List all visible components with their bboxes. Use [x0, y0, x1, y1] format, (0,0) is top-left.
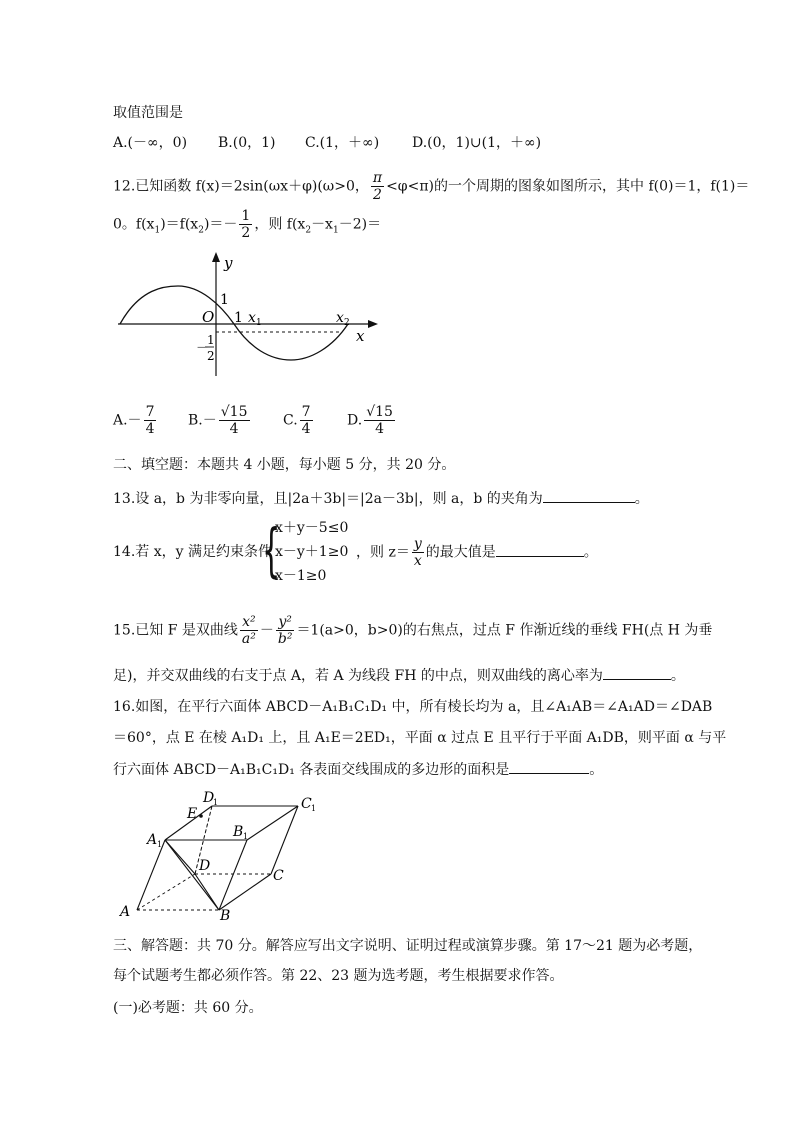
- phi-fraction: $\frac{\pi}{2}$: [372, 170, 383, 203]
- label-c: C: [273, 868, 284, 884]
- label-d1: D: [203, 790, 215, 806]
- q16-line1: 16.如图，在平行六面体 ABCD－A₁B₁C₁D₁ 中，所有棱长均为 a，且∠A₁AB＝∠A₁AD＝∠DAB: [113, 699, 713, 715]
- y-arrow-icon: [212, 252, 220, 262]
- half-fraction: $\frac{1}{2}$: [241, 208, 251, 241]
- origin-label: O: [202, 308, 215, 326]
- q12-option-d: D. $\frac{√15}{4}$: [347, 404, 393, 437]
- svg-text:1: 1: [213, 798, 219, 807]
- q14-post: ，则 z＝ $\frac{y}{x}$ 的最大值是 。: [356, 536, 598, 569]
- neg-num: 1: [207, 333, 215, 347]
- q13: 13.设 a，b 为非零向量，且|2a＋3b|＝|2a－3b|，则 a，b 的夹角为 。: [113, 488, 649, 509]
- x-label: x: [356, 327, 365, 345]
- section2-heading: 二、填空题：本题共 4 小题，每小题 5 分，共 20 分。: [113, 457, 456, 473]
- x-one-label: 1: [234, 310, 243, 326]
- label-e: E: [187, 806, 198, 822]
- q12-line2: 0。$f(x_1)=f(x_2)=-$ $\frac{1}{2}$ ，则 $f(x_2-x_1-2)=$: [113, 208, 382, 241]
- x-arrow-icon: [368, 320, 378, 328]
- q14-constraint-2: x－y＋1≥0: [275, 544, 349, 560]
- label-c1: C: [301, 796, 312, 812]
- svg-text:1: 1: [157, 840, 163, 849]
- label-b1: B: [233, 824, 244, 840]
- q11-tail: 取值范围是: [113, 105, 183, 121]
- label-d: D: [199, 858, 211, 874]
- label-a1: A: [147, 832, 158, 848]
- q16-line2: ＝60°，点 E 在棱 A₁D₁ 上，且 A₁E＝2ED₁，平面 α 过点 E 且平行于平面 A₁DB，则平面 α 与平: [113, 730, 727, 746]
- q14-pre: 14.若 x，y 满足约束条件: [113, 544, 272, 560]
- q13-answer-blank[interactable]: [543, 488, 635, 503]
- brace: {: [262, 516, 281, 584]
- q12-option-c: C. $\frac{7}{4}$: [283, 404, 311, 437]
- q12-line1: 12.已知函数 f(x)＝2sin(ωx＋φ)(ω>0， $\frac{\pi}{2}$ <φ<π)的一个周期的图象如图所示，其中 f(0)＝1，f(1)＝: [113, 170, 750, 203]
- section3-line2: 每个试题考生都必须作答。第 22、23 题为选考题，考生根据要求作答。: [113, 968, 564, 984]
- neg-sign: －: [196, 341, 210, 356]
- x1-label: x: [248, 310, 256, 326]
- y-label: y: [224, 254, 233, 272]
- q11-option-c: C.(1，＋∞): [305, 135, 380, 151]
- q15-answer-blank[interactable]: [603, 665, 671, 680]
- neg-den: 2: [207, 349, 215, 363]
- sine-graph: [110, 248, 390, 380]
- q16-answer-blank[interactable]: [509, 759, 589, 774]
- q11-option-a: A.(－∞，0): [113, 135, 188, 151]
- x2-sub: 2: [344, 318, 350, 328]
- section3-sub: (一)必考题：共 60 分。: [113, 1000, 263, 1016]
- q15-line1: 15.已知 F 是双曲线 $\frac{\text{x²}}{\text{a²}}$ － $\frac{\text{y²}}{\text{b²}}$ ＝1(a>0，b>0)的右焦点，过点 F 作渐近线的垂线 FH(点 H 为垂: [113, 614, 713, 647]
- q12-option-a: A.－ $\frac{7}{4}$: [113, 404, 155, 437]
- x1-sub: 1: [256, 318, 262, 328]
- parallelepiped-figure: [115, 788, 335, 926]
- label-b: B: [220, 908, 231, 924]
- q15-line2: 足)，并交双曲线的右支于点 A，若 A 为线段 FH 的中点，则双曲线的离心率为 。: [113, 665, 685, 686]
- q16-line3: 行六面体 ABCD－A₁B₁C₁D₁ 各表面交线围成的多边形的面积是 。: [113, 759, 603, 780]
- svg-text:1: 1: [243, 832, 249, 841]
- q12-option-b: B.－ $\frac{√15}{4}$: [188, 404, 248, 437]
- q11-option-d: D.(0，1)∪(1，＋∞): [412, 135, 542, 151]
- svg-text:1: 1: [311, 804, 317, 813]
- q14-constraint-3: x－1≥0: [275, 568, 327, 584]
- q11-option-b: B.(0，1): [218, 135, 276, 151]
- section3-line1: 三、解答题：共 70 分。解答应写出文字说明、证明过程或演算步骤。第 17～21 题为必考题，: [113, 938, 703, 954]
- y-one-label: 1: [220, 292, 229, 308]
- q14-constraint-1: x＋y－5≤0: [275, 520, 349, 536]
- q14-answer-blank[interactable]: [496, 542, 584, 557]
- x2-label: x: [336, 310, 344, 326]
- label-a: A: [120, 904, 131, 920]
